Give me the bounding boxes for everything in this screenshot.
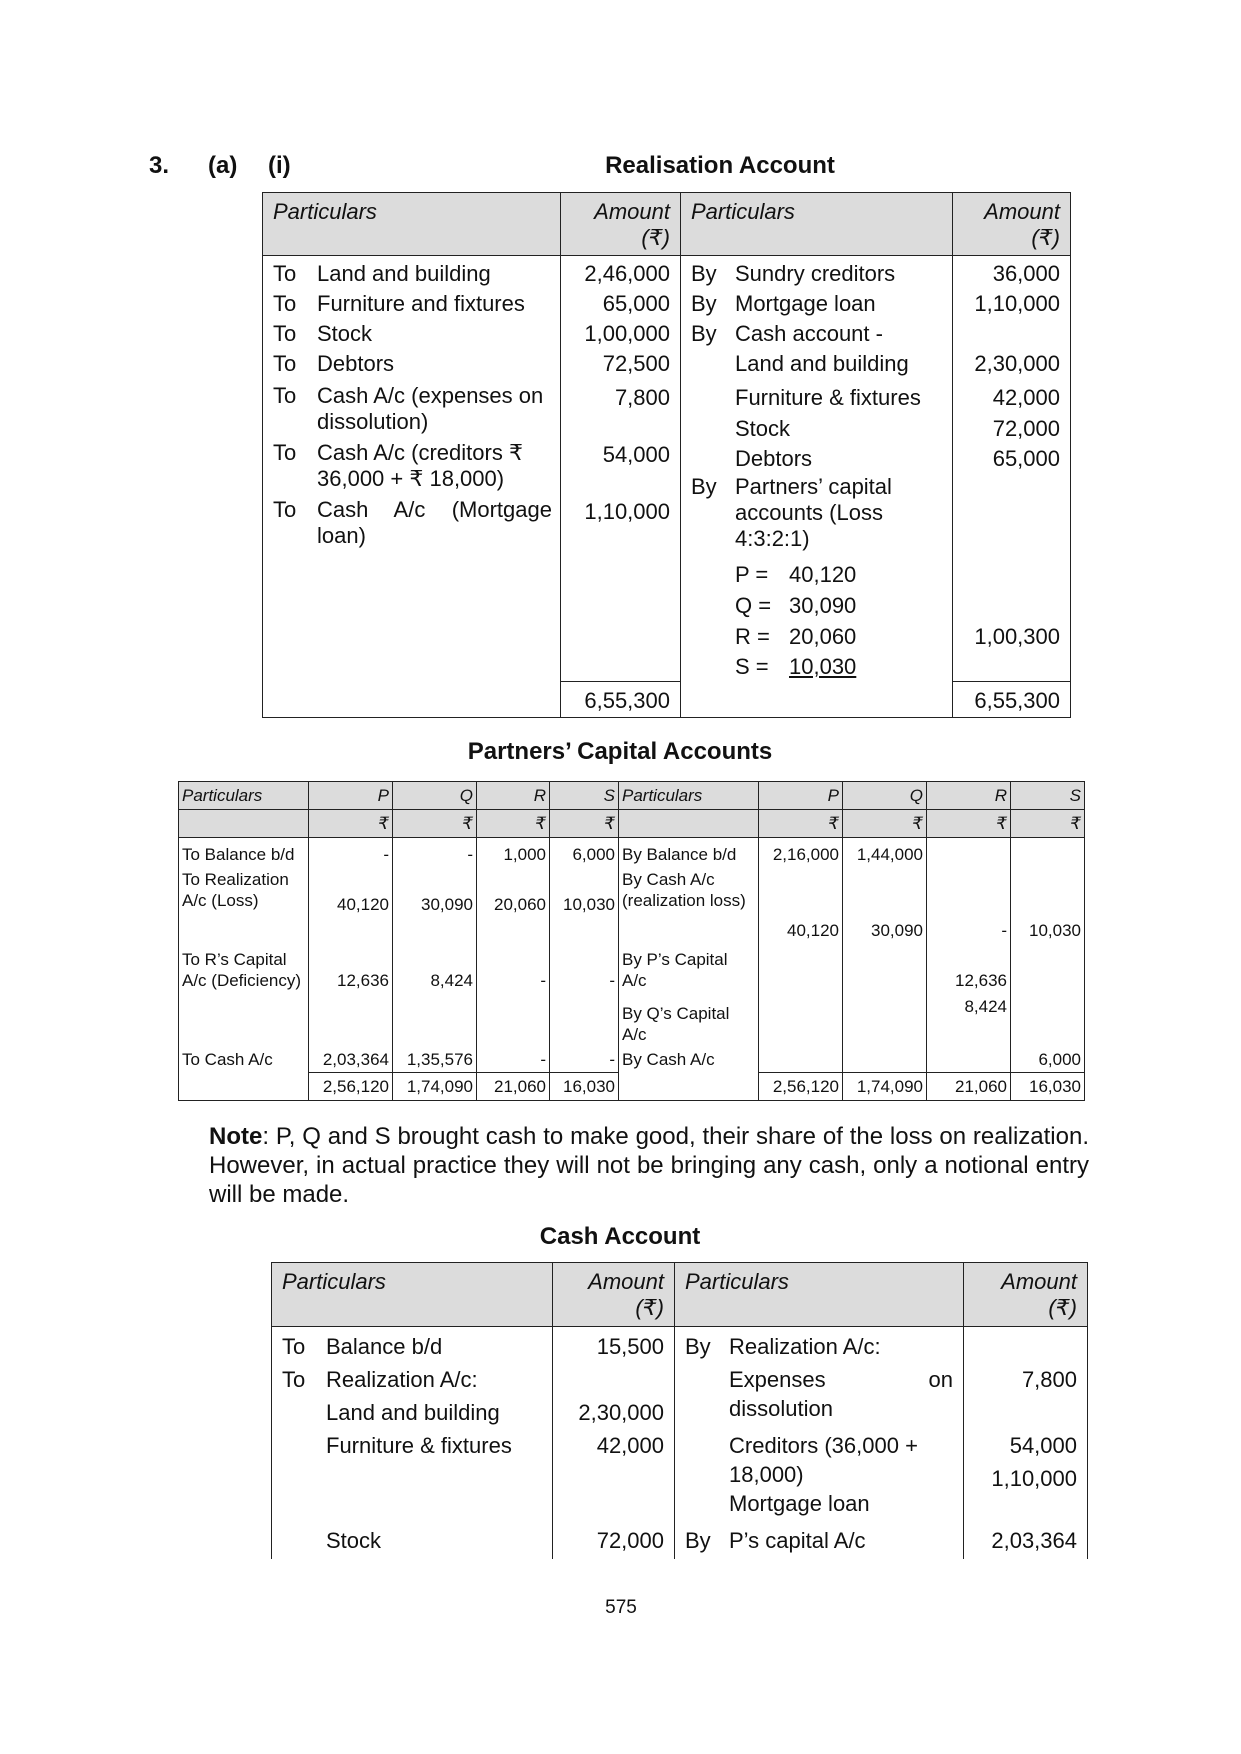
cap-head-s: S: [1011, 782, 1085, 810]
header-amount: Amount (₹): [964, 1263, 1088, 1327]
totals-row: 2,56,120 1,74,090 21,060 16,030 2,56,120 1,74,090 21,060 16,030: [179, 1073, 1085, 1101]
table-row: To R’s Capital A/c (Deficiency) 12,636 8,424 - - By P’s Capital A/c By Q’s Capital A/c 12,636 8,424: [179, 941, 1085, 1045]
header-particulars: Particulars: [263, 193, 561, 256]
question-number: 3.: [149, 152, 170, 179]
currency-label: ₹: [759, 810, 843, 838]
question-subpart: (i): [268, 152, 291, 179]
currency-label: ₹: [477, 810, 550, 838]
cap-head-r: R: [927, 782, 1011, 810]
cap-head-p: P: [309, 782, 393, 810]
realisation-total-credit: 6,55,300: [953, 681, 1071, 717]
realisation-credit-amounts: 36,000 1,10,000 2,30,000 42,000 72,000 65,000 1,00,300: [953, 256, 1071, 682]
currency-label: ₹: [1011, 810, 1085, 838]
cash-credit-particulars: By Realization A/c: Expenses on dissolution Creditors (36,000 + 18,000) Mortgage loan By P’s capital A/c: [675, 1327, 964, 1559]
header-amount: Amount (₹): [553, 1263, 675, 1327]
cap-head-q: Q: [843, 782, 927, 810]
note-paragraph: Note: P, Q and S brought cash to make good, their share of the loss on realization. However, in actual practice they will not be bringing any cash, only a notional entry will be made.: [209, 1123, 1089, 1208]
realisation-account-table: [262, 192, 1071, 718]
cap-head-s: S: [550, 782, 619, 810]
header-particulars: Particulars: [675, 1263, 964, 1327]
currency-label: ₹: [393, 810, 477, 838]
page-number: 575: [605, 1597, 637, 1618]
currency-label: ₹: [843, 810, 927, 838]
header-amount: Amount (₹): [561, 193, 681, 256]
realisation-title: Realisation Account: [605, 152, 835, 179]
header-particulars: Particulars: [272, 1263, 553, 1327]
cap-head-p: P: [759, 782, 843, 810]
currency-label: ₹: [309, 810, 393, 838]
cash-credit-amounts: 7,800 54,000 1,10,000 2,03,364: [964, 1327, 1088, 1559]
realisation-credit-particulars: By Sundry creditors By Mortgage loan By Cash account - Land and building Furniture & fixtures Stock Debtors By Partners’ capital accounts (Loss 4:3:2:1) P = 40,120 Q = 30,090 R = 20,060 S = 10,030: [681, 256, 953, 682]
currency-label: ₹: [550, 810, 619, 838]
cap-head-particulars: Particulars: [179, 782, 309, 810]
cap-head-r: R: [477, 782, 550, 810]
header-amount: Amount (₹): [953, 193, 1071, 256]
table-row: To Realization A/c (Loss) 40,120 30,090 20,060 10,030 By Cash A/c (realization loss) 40,120 30,090 - 10,030: [179, 869, 1085, 941]
capital-accounts-title: Partners’ Capital Accounts: [467, 738, 773, 765]
realisation-total-debit: 6,55,300: [561, 681, 681, 717]
cash-debit-amounts: 15,500 2,30,000 42,000 72,000: [553, 1327, 675, 1559]
table-row: To Balance b/d - - 1,000 6,000 By Balance b/d 2,16,000 1,44,000: [179, 838, 1085, 869]
header-particulars: Particulars: [681, 193, 953, 256]
cash-debit-particulars: To Balance b/d To Realization A/c: Land and building Furniture & fixtures Stock: [272, 1327, 553, 1559]
realisation-debit-particulars: To Land and building To Furniture and fixtures To Stock To Debtors To Cash A/c (expenses on dissolution) To Cash A/c (creditors ₹ 36,000 + ₹ 18,000) To Cash A/c (Mortgage loan): [263, 256, 561, 682]
currency-label: ₹: [927, 810, 1011, 838]
cash-account-title: Cash Account: [539, 1223, 701, 1250]
capital-accounts-table: [178, 781, 1085, 1101]
table-row: To Cash A/c 2,03,364 1,35,576 - - By Cash A/c 6,000: [179, 1045, 1085, 1073]
cap-head-particulars: Particulars: [619, 782, 759, 810]
realisation-debit-amounts: 2,46,000 65,000 1,00,000 72,500 7,800 54,000 1,10,000: [561, 256, 681, 682]
cap-head-q: Q: [393, 782, 477, 810]
cash-account-table: [271, 1262, 1088, 1559]
question-part: (a): [208, 152, 238, 179]
